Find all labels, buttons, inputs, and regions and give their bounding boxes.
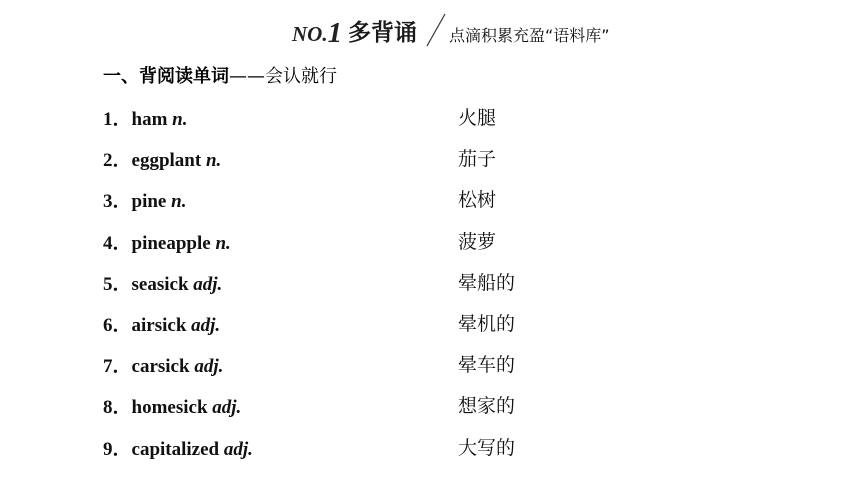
vocab-word: homesick [131,397,208,418]
number-value: 1 [327,17,343,49]
vocab-part-of-speech: n. [215,233,231,254]
section-header [292,10,712,50]
vocab-part-of-speech: adj. [223,439,253,460]
vocab-index: 2． [103,150,132,171]
vocab-part-of-speech: n. [172,109,188,130]
vocab-row [103,104,743,134]
vocab-meaning: 茄子 [458,148,497,170]
vocab-row [103,434,743,464]
vocab-index: 1． [103,109,132,130]
vocab-english [103,145,221,172]
vocab-word: eggplant [131,150,202,171]
vocab-index: 6． [103,315,132,336]
vocab-word: seasick [131,274,189,295]
vocab-meaning: 大写的 [458,437,516,459]
vocab-index: 8． [103,397,132,418]
block-title: 多背诵 [348,20,417,46]
vocab-row [103,310,743,340]
vocab-row [103,392,743,422]
vocab-part-of-speech: adj. [193,274,223,295]
vocab-index: 9． [103,439,132,460]
vocab-word: pineapple [131,233,211,254]
divider-slash-icon [425,14,426,15]
vocab-row [103,228,743,258]
vocab-row [103,269,743,299]
vocab-english [103,392,241,419]
vocab-english [103,228,231,255]
vocab-row [103,351,743,381]
vocab-index: 7． [103,356,132,377]
vocab-row [103,145,743,175]
vocab-index: 3． [103,191,132,212]
vocab-meaning: 松树 [458,189,497,211]
vocab-index: 5． [103,274,132,295]
vocab-part-of-speech: n. [205,150,222,171]
section-number-label [292,16,342,49]
number-prefix: NO. [292,22,328,46]
vocab-word: pine [131,191,167,212]
section-heading-rest: ——会认就行 [229,66,337,87]
vocab-english [103,434,253,461]
vocab-meaning: 晕车的 [458,354,516,376]
vocab-english [103,104,188,131]
vocab-part-of-speech: adj. [212,397,242,418]
vocab-part-of-speech: adj. [194,356,224,377]
vocab-meaning: 菠萝 [458,231,497,253]
section-heading-main: 一、背阅读单词 [103,66,229,87]
vocab-english [103,186,186,213]
section-heading [103,62,337,88]
vocab-meaning: 晕船的 [458,272,516,294]
vocab-english [103,269,222,296]
vocab-english [103,310,220,337]
block-subtitle: 点滴积累充盈“语料库” [449,26,610,45]
vocab-row [103,186,743,216]
vocab-word: carsick [131,356,190,377]
vocab-part-of-speech: n. [171,191,187,212]
vocab-word: ham [131,109,168,130]
vocab-word: airsick [131,315,187,336]
vocab-word: capitalized [131,439,220,460]
vocab-meaning: 火腿 [458,107,497,129]
vocab-meaning: 晕机的 [458,313,516,335]
vocab-english [103,351,223,378]
vocab-part-of-speech: adj. [191,315,221,336]
vocab-meaning: 想家的 [458,395,516,417]
vocab-index: 4． [103,233,132,254]
